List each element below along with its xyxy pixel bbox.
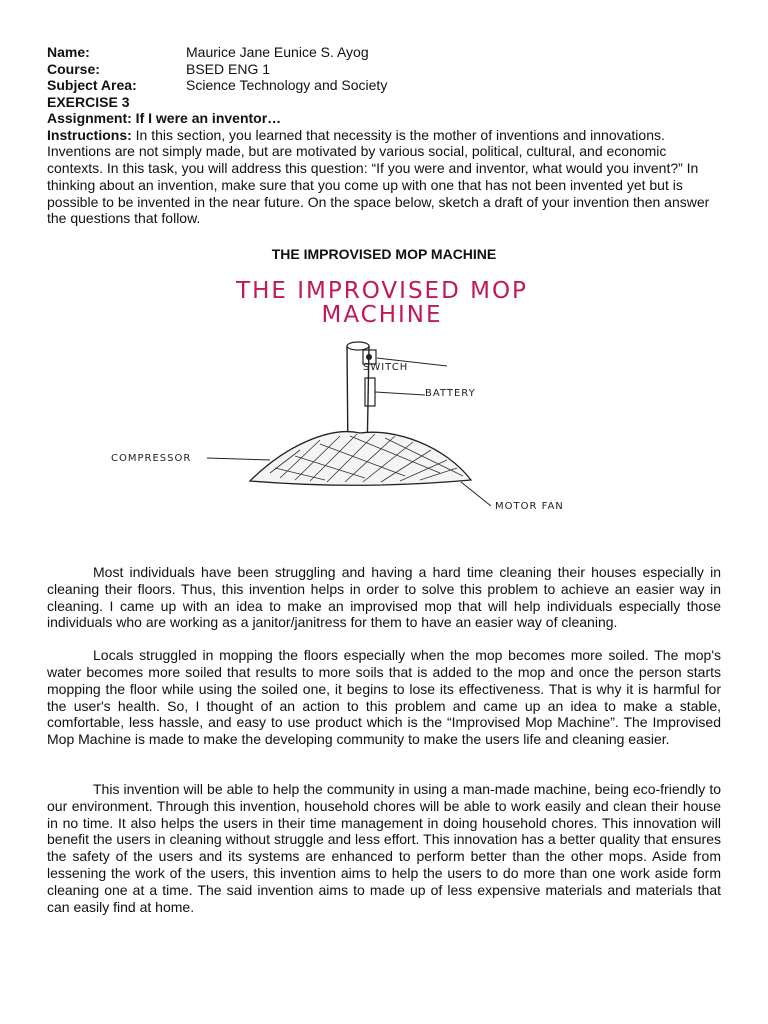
battery-leader xyxy=(375,392,425,395)
label-switch: SWITCH xyxy=(363,362,409,373)
switch-dot xyxy=(366,354,372,360)
compressor-leader xyxy=(207,458,270,460)
subject-value: Science Technology and Society xyxy=(186,77,388,93)
instructions xyxy=(47,127,721,228)
instructions-text: In this section, you learned that necessity is the mother of inventions and innovations. Inventions are not simply made, but are motivated by various social, political, cultural, and economic contexts. In this task, you will address this question: “If you were and inventor, what would you invent?” In thinking about an invention, make sure that you come up with one that has not been invented yet but is possible to be invented in the near future. On the space below, sketch a draft of your invention then answer the questions that follow. xyxy=(47,126,710,227)
paragraph-1: Most individuals have been struggling and having a hard time cleaning their houses especially in cleaning their floors. Thus, this invention helps in order to solve this problem to achieve an easier way in cleaning. I came up with an idea to make an improvised mop that will help individuals especially those individuals who are working as a janitor/janitress for them to have an easier way of cleaning. xyxy=(47,564,721,631)
name-row xyxy=(47,44,721,61)
label-compressor: COMPRESSOR xyxy=(111,453,192,464)
label-motor-fan: MOTOR FAN xyxy=(495,501,564,512)
figure-title: THE IMPROVISED MOP MACHINE xyxy=(271,246,497,263)
subject-row xyxy=(47,77,721,94)
mop-drawing xyxy=(95,268,669,530)
exercise-heading: EXERCISE 3 xyxy=(47,93,130,110)
course-row xyxy=(47,61,721,78)
assignment-heading: Assignment: If I were an inventor… xyxy=(47,110,282,126)
mop-head xyxy=(250,432,471,486)
instructions-label: Instructions: xyxy=(47,126,132,143)
handle-top xyxy=(347,342,369,350)
paragraph-3: This invention will be able to help the community in using a man-made machine, being eco-friendly to our environment. Through this invention, household chores will be able to work easily and clean their house in no time. It also helps the users in their time management in doing household chores. This innovation will benefit the users in cleaning without struggle and less effort. This innovation has a better quality that ensures the safety of the users and its systems are enhanced to perform better than the other mops. Aside from lessening the work of the users, this invention aims to help the users to do more than one work aside form cleaning one at a time. The said invention aims to made up of less expensive materials and materials that can easily find at home. xyxy=(47,780,721,915)
label-battery: BATTERY xyxy=(425,388,476,399)
course-label: Course: xyxy=(47,60,100,77)
sketch-title-line2: MACHINE xyxy=(321,302,443,328)
header-block xyxy=(47,44,721,127)
body-text xyxy=(47,564,721,915)
battery-box xyxy=(365,378,375,406)
name-label: Name: xyxy=(47,44,90,60)
invention-sketch xyxy=(95,268,669,530)
sketch-title-line1: THE IMPROVISED MOP xyxy=(236,278,528,304)
document-page xyxy=(47,44,721,262)
subject-label: Subject Area: xyxy=(47,77,137,93)
motor-fan-leader xyxy=(461,482,491,506)
paragraph-2: Locals struggled in mopping the floors especially when the mop becomes more soiled. The mop's water becomes more soiled that results to more soils that is added to the mop and once the person starts mopping the floor while using the soiled one, it begins to lose its effectiveness. That is why it is harmful for the user's health. So, I thought of an action to this problem and came up an idea to make a stable, comfortable, less hassle, and easy to use product which is the “Improvised Mop Machine”. The Improvised Mop Machine is made to make the developing community to make the users life and cleaning easier. xyxy=(47,647,721,748)
course-value: BSED ENG 1 xyxy=(186,60,271,77)
name-value: Maurice Jane Eunice S. Ayog xyxy=(186,44,369,60)
